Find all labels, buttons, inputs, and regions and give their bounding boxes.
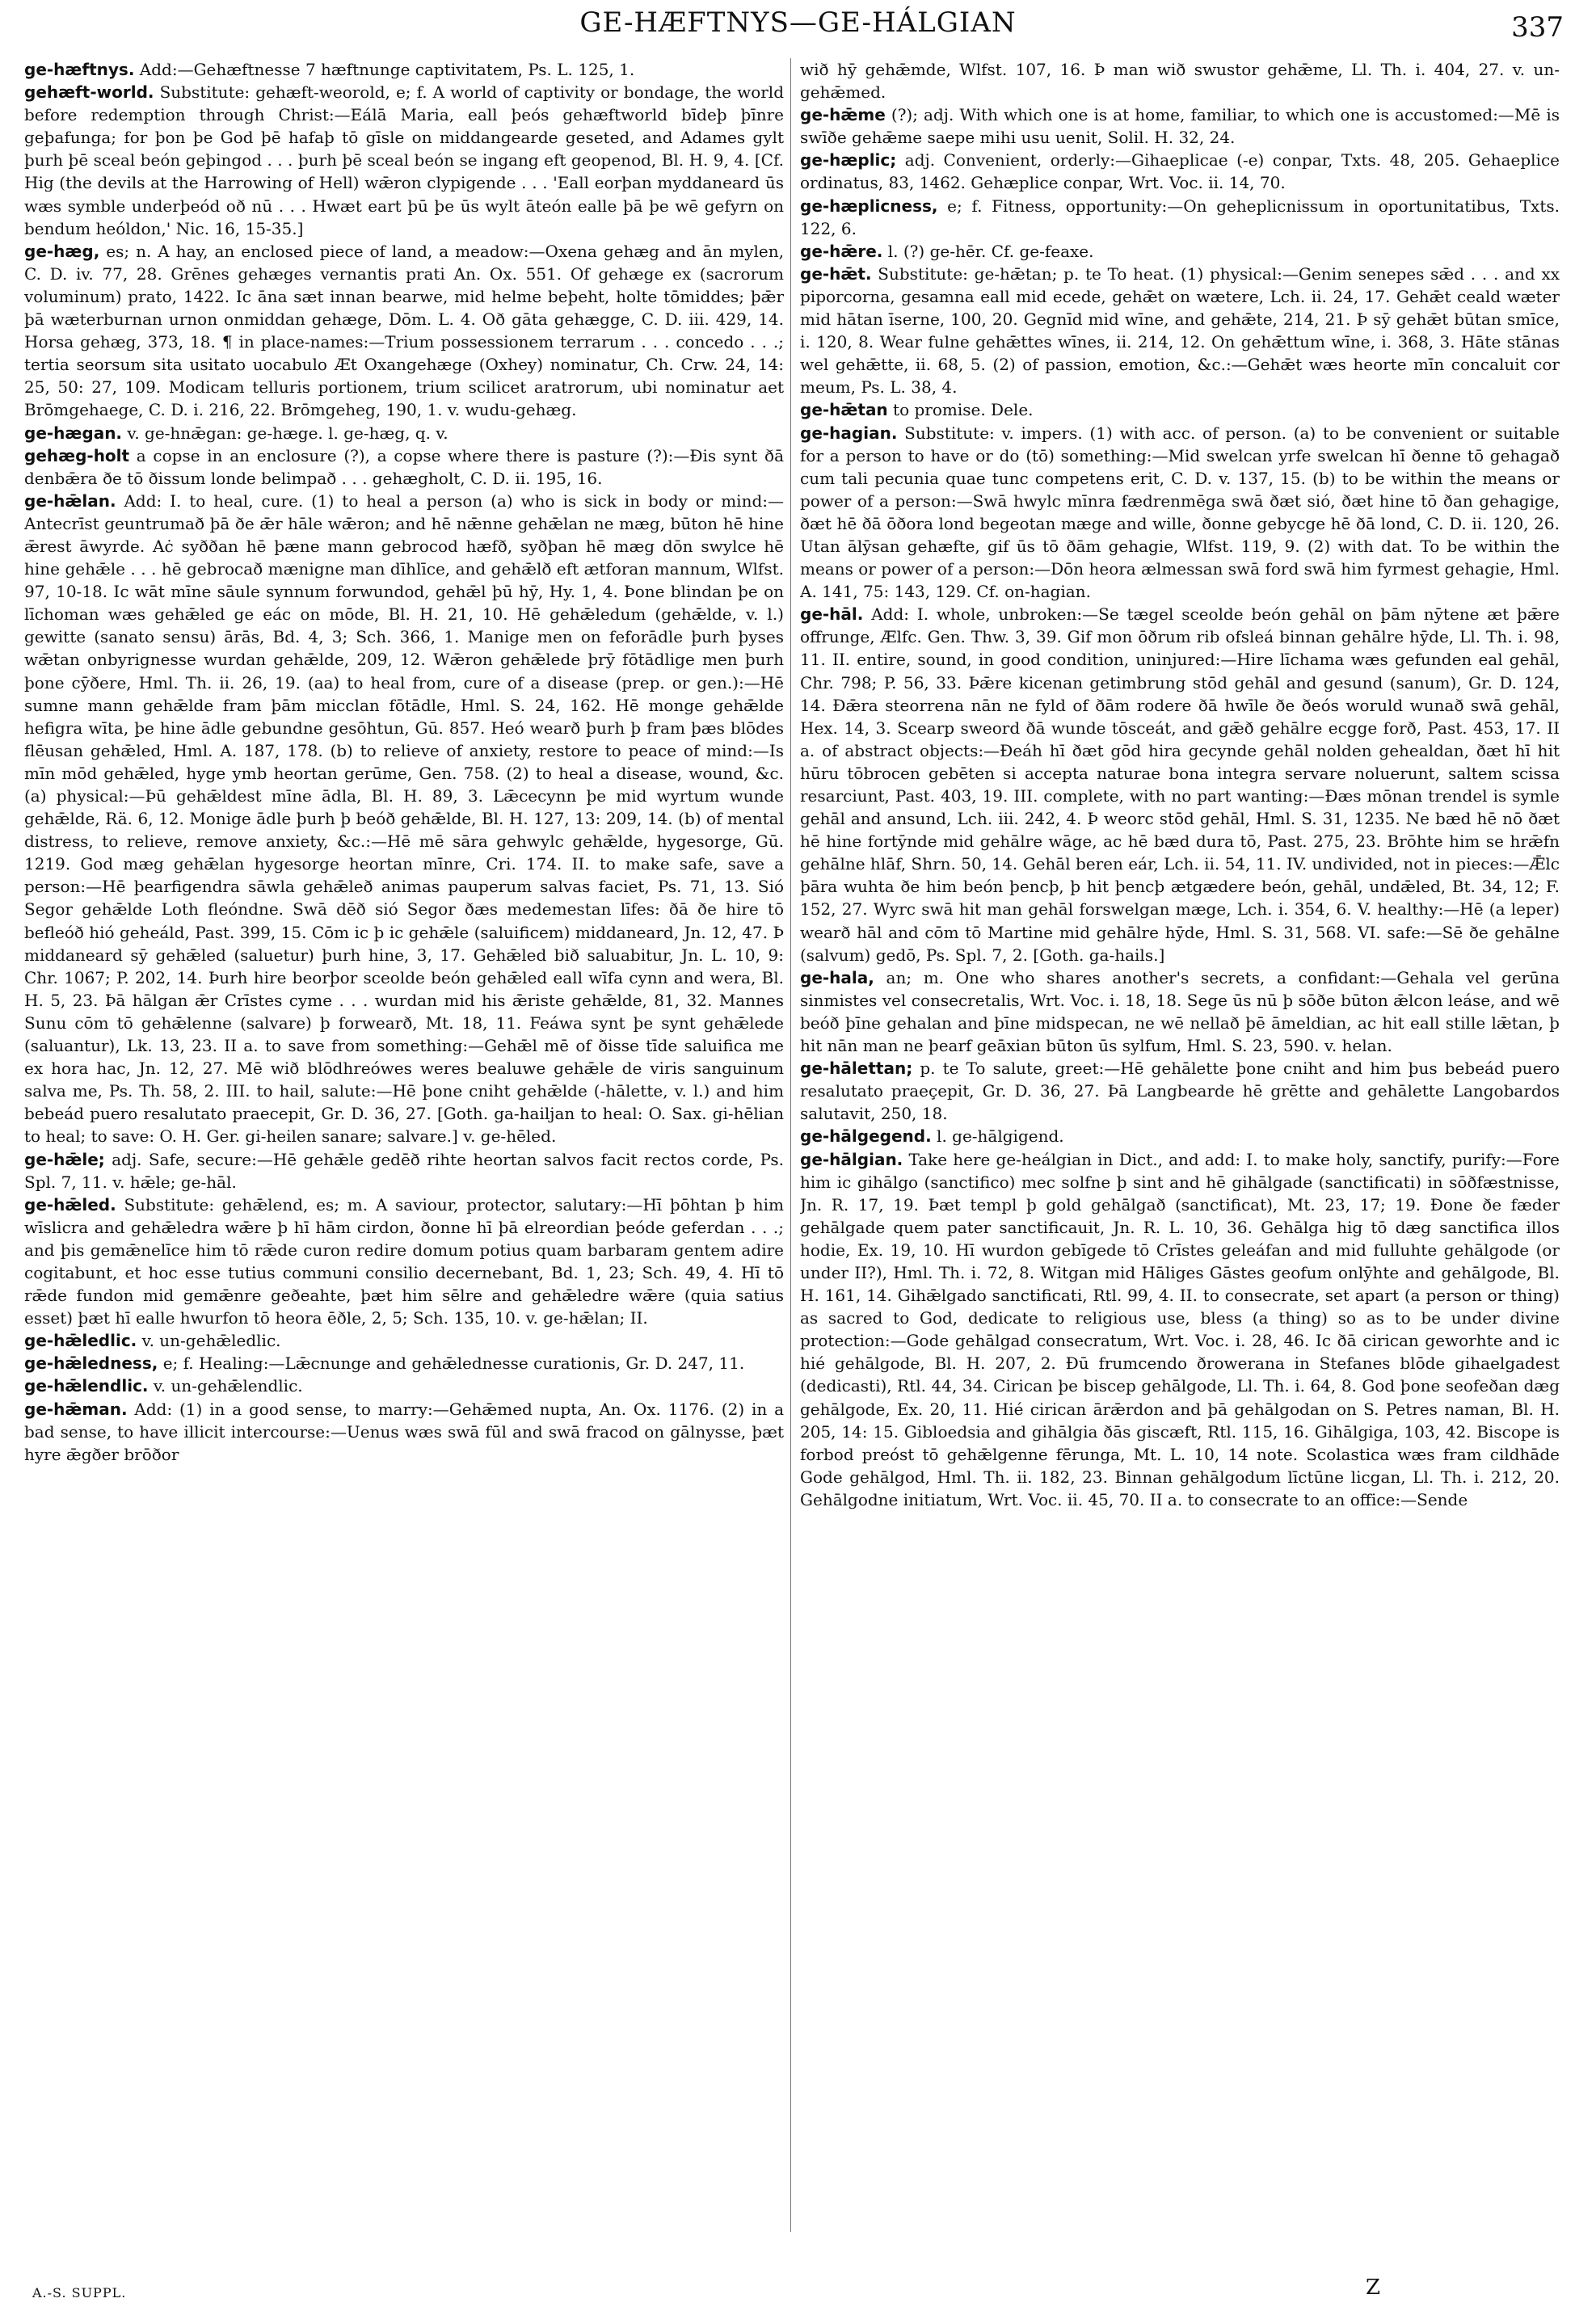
headword: ge-hǣled. xyxy=(24,1194,116,1214)
left-column xyxy=(24,58,784,2256)
headword: ge-hæg, xyxy=(24,241,100,261)
headword: ge-hǣme xyxy=(800,105,886,125)
headword: ge-hālgian. xyxy=(800,1149,903,1169)
dictionary-entry xyxy=(800,422,1560,604)
running-title: GE-HÆFTNYS—GE-HÁLGIAN xyxy=(579,6,1017,39)
headword: ge-hægan. xyxy=(24,423,123,443)
headword: ge-hālettan; xyxy=(800,1059,913,1079)
entry-definition: an; m. One who shares another's secrets, a confidant:—Gehala vel gerūna sinmistes vel consecretalis, Wrt. Voc. i. 18, 18. Sege ūs nū þ sōðe būton ǣlcon leáse, and wē beóð þīne gehalan and þīne midspecan, ne wē nellað þē āmeldian, ac hit eall stille lǣtan, þ hit nān man ne þearf geāxian būton ūs sylfum, Hml. S. 23, 590. v. helan. xyxy=(800,967,1560,1056)
dictionary-entry xyxy=(24,1193,784,1330)
dictionary-entry xyxy=(800,398,1560,421)
entry-definition: Substitute: gehæft-weorold, e; f. A world of captivity or bondage, the world before redemption through Christ:—Eálā Maria, eall þeós gehæftworld bīdeþ þīnre geþafunga; for þon þe God þē hafaþ tō gīsle on middangearde geseted, and Adames gylt þurh þē sceal beón geþingod . . . þurh þē sceal beón se ingang eft geopenod, Bl. H. 9, 4. [Cf. Hig (the devils at the Harrowing of Hell) wǣron clypigende . . . 'Eall eorþan myddaneard ūs wæs symble underþeód oð nū . . . Hwæt eart þū þe ūs wylt āteón ealle þā þe wē gefyrn on bendum heóldon,' Nic. 16, 15-35.] xyxy=(24,82,784,238)
dictionary-entry xyxy=(800,103,1560,149)
entry-definition: Add: (1) in a good sense, to marry:—Gehǣmed nupta, An. Ox. 1176. (2) in a bad sense, to have illicit intercourse:—Uenus wæs swā fūl and swā fracod on gālnysse, þæt hyre ǣgðer brōðor xyxy=(24,1399,784,1464)
headword: ge-hǣlan. xyxy=(24,490,116,511)
dictionary-entry xyxy=(800,1057,1560,1125)
entry-definition: e; f. Healing:—Lǣcnunge and gehǣlednesse curationis, Gr. D. 247, 11. xyxy=(162,1353,745,1374)
headword: ge-hǣledlic. xyxy=(24,1331,137,1351)
dictionary-entry xyxy=(800,240,1560,263)
dictionary-entry xyxy=(800,263,1560,399)
entry-definition: adj. Convenient, orderly:—Gihaeplicae (-e) conpar, Txts. 48, 205. Gehaeplice ordinatus, 83, 1462. Gehæplice conpar, Wrt. Voc. ii. 14, 70. xyxy=(800,150,1560,193)
entry-definition: v. ge-hnǣgan: ge-hæge. l. ge-hæg, q. v. xyxy=(127,423,448,443)
headword: ge-hæplic; xyxy=(800,150,897,170)
entry-definition: Substitute: gehǣlend, es; m. A saviour, protector, salutary:—Hī þōhtan þ him wīslicra and gehǣledra wǣre þ hī hām cirdon, ðonne hī þā elreordian þeóde geferdan . . .; and þis gemǣnelīce him tō rǣde curon redire domum potius quam barbaram gentem adire cogitabunt, et hoc esse tutius communi consilio decernebant, Bd. 1, 23; Sch. 49, 4. Hī tō rǣde fundon mid gemǣnre geðeahte, þæt him sēlre and gehǣledre wǣre (quia satius esset) þæt hī ealle hwurfon tō heora ēðle, 2, 5; Sch. 135, 10. v. ge-hǣlan; II. xyxy=(24,1194,784,1328)
entry-definition: a copse in an enclosure (?), a copse where there is pasture (?):—Ðis synt ðā denbǣra ðe tō ðissum londe belimpað . . . gehægholt, C. D. ii. 195, 16. xyxy=(24,445,784,488)
headword: ge-hæftnys. xyxy=(24,60,135,79)
entry-definition: p. te To salute, greet:—Hē gehālette þone cniht and him þus bebeád puero resalutato praeçepit, Gr. D. 36, 27. Þā Langbearde hē grētte and gehālette Langobardos salutavit, 250, 18. xyxy=(800,1059,1560,1124)
headword: ge-hǣtan xyxy=(800,400,888,420)
dictionary-entry xyxy=(24,1352,784,1374)
headword: ge-hǣt. xyxy=(800,263,872,284)
entry-definition: es; n. A hay, an enclosed piece of land, a meadow:—Oxena gehæg and ān mylen, C. D. iv. 77, 28. Grēnes gehæges vernantis prati An. Ox. 551. Of gehæge ex (sacrorum voluminum) prato, 1422. Ic āna sæt innan bearwe, mid helme beþeht, holte tōmiddes; þǣr þā wæterburnan urnon onmiddan gehæge, Dōm. L. 4. Oð gāta gehægge, C. D. iii. 429, 14. Horsa gehæg, 373, 18. ¶ in place-names:—Trium possessionem terrarum . . . concedo . . .; tertia seorsum sita usitato uocabulo Æt Oxangehæge (Oxhey) nominatur, Ch. Crw. 24, 14: 25, 50: 27, 109. Modicam telluris portionem, trium scilicet aratrorum, ubi nominatur aet Brōmgehaege, C. D. i. 216, 22. Brōmgeheg, 190, 1. v. wudu-gehæg. xyxy=(24,241,784,420)
dictionary-entry xyxy=(800,603,1560,966)
dictionary-entry xyxy=(24,240,784,422)
dictionary-entry xyxy=(24,81,784,240)
entry-definition: v. un-gehǣledlic. xyxy=(141,1331,281,1351)
gathering-mark: Z xyxy=(1366,2275,1381,2300)
headword: ge-hǣlendlic. xyxy=(24,1376,149,1396)
dictionary-entry xyxy=(24,1374,784,1397)
dictionary-entry xyxy=(24,1329,784,1352)
headword: ge-hālgegend. xyxy=(800,1126,932,1147)
entry-definition: (?); adj. With which one is at home, familiar, to which one is accustomed:—Mē is swīðe gehǣme saepe mihi usu uenit, Solil. H. 32, 24. xyxy=(800,105,1560,148)
dictionary-entry xyxy=(800,58,1560,103)
headword: gehæft-world. xyxy=(24,82,154,103)
entry-definition: Add: I. to heal, cure. (1) to heal a person (a) who is sick in body or mind:—Antecrīst geuntrumað þā ðe ǣr hāle wǣron; and hē nǣnne gehǣlan ne mæg, būton hē hine ǣrest āwyrde. Aċ syððan hē þæne mann gebrocod hæfð, syðþan hē mæg dōn swylce hē hine gehǣle . . . hē gebrocað mænigne man dīhlīce, and gehǣlð eft ætforan mannum, Wlfst. 97, 10-18. Ic wāt mīne sāule synnum forwundod, gehǣl þū hȳ, Hy. 1, 4. Þone blindan þe on līchoman wæs gehǣled ge eác on mōde, Bl. H. 21, 10. Hē gehǣledum (gehǣlde, v. l.) gewitte (sanato sensu) ārās, Bd. 4, 3; Sch. 366, 1. Manige men on feforādle þurh þyses wǣtan onbyrignesse wurdan gehǣlde, 209, 12. Wǣron gehǣlede þrȳ fōtādlige men þurh þone cȳðere, Hml. Th. ii. 26, 19. (aa) to heal from, cure of a disease (prep. or gen.):—Hē sumne mann gehǣlde fram þām micclan fōtādle, Hml. S. 24, 162. Hē monge gehǣlde hefigra wīta, þe hine ādle gebundne gesōhtun, Gū. 857. Heó wearð þurh þ fram þæs blōdes flēusan gehǣled, Hml. A. 187, 178. (b) to relieve of anxiety, restore to peace of mind:—Is mīn mōd gehǣled, hyge ymb heortan gerūme, Gen. 758. (2) to heal a disease, wound, &c. (a) physical:—Þū gehǣldest mīne ādla, Bl. H. 89, 3. Lǣcecynn þe mid wyrtum wunde gehǣlde, Rä. 6, 12. Monige ādle þurh þ beóð gehǣlde, Bl. H. 127, 13: 209, 14. (b) of mental distress, to relieve, remove anxiety, &c.:—Hē mē sāra gehwylc gehǣlde, hygesorge, Gū. 1219. God mæg gehǣlan hygesorge heortan mīnre, Cri. 174. II. to make safe, save a person:—Hē þearfigendra sāwla gehǣleð animas pauperum salvas faciet, Ps. 71, 13. Sió Segor gehǣlde Loth fleóndne. Swā dēð sió Segor ðæs medemestan līfes: ðā ðe hire tō befleóð hió geheáld, Past. 399, 15. Cōm ic þ ic gehǣle (saluificem) middaneard, Jn. 12, 47. Þ middaneard sȳ gehǣled (saluetur) þurh hine, 3, 17. Gehǣled bið saluabitur, Jn. L. 10, 9: Chr. 1067; P. 202, 14. Þurh hire beorþor sceolde beón gehǣled eall wīfa cynn and wera, Bl. H. 5, 23. Þā hālgan ǣr Crīstes cyme . . . wurdan mid his ǣriste gehǣlde, 81, 32. Mannes Sunu cōm tō gehǣlenne (salvare) þ forwearð, Mt. 18, 11. Feáwa synt þe synt gehǣlede (saluantur), Lk. 13, 23. II a. to save from something:—Gehǣl mē of ðisse tīde saluifica me ex hora hac, Jn. 12, 27. Mē wið blōdhreówes weres bealuwe gehǣle de viris sanguinum salva me, Ps. Th. 58, 2. III. to hail, salute:—Hē þone cniht gehǣlde (-hālette, v. l.) and him bebeád puero resalutato praecepit, Gr. D. 36, 27. [Goth. ga-hailjan to heal: O. Sax. gi-hēlian to heal; to save: O. H. Ger. gi-heilen sanare; salvare.] v. ge-hēled. xyxy=(24,490,784,1147)
dictionary-entry xyxy=(800,149,1560,194)
entry-definition: wið hȳ gehǣmde, Wlfst. 107, 16. Þ man wið swustor gehǣme, Ll. Th. i. 404, 27. v. un-gehǣmed. xyxy=(800,60,1560,103)
entry-definition: v. un-gehǣlendlic. xyxy=(153,1376,303,1396)
entry-definition: e; f. Fitness, opportunity:—On geheplicnissum in oportunitatibus, Txts. 122, 6. xyxy=(800,196,1560,238)
headword: ge-hagian. xyxy=(800,423,898,443)
entry-definition: Substitute: ge-hǣtan; p. te To heat. (1) physical:—Genim senepes sǣd . . . and xx piporcorna, gesamna eall mid ecede, gehǣt on wætere, Lch. ii. 24, 17. Gehǣt ceald wæter mid hātan īserne, 100, 20. Gegnīd mid wīne, and gehǣte, 214, 21. Þ sȳ gehǣt būtan smīce, i. 120, 8. Wear fulne gehǣttes wīnes, ii. 214, 12. On gehǣttum wīne, i. 368, 3. Hāte stānas wel gehǣtte, ii. 68, 5. (2) of passion, emotion, &c.:—Gehǣt wæs heorte mīn concaluit cor meum, Ps. L. 38, 4. xyxy=(800,263,1560,398)
entry-definition: Add: I. whole, unbroken:—Se tægel sceolde beón gehāl on þām nȳtene æt þǣre offrunge, Ælfc. Gen. Thw. 3, 39. Gif mon ōðrum rib ofsleá binnan gehālre hȳde, Ll. Th. i. 98, 11. II. entire, sound, in good condition, uninjured:—Hire līchama wæs gefunden eal gehāl, Chr. 798; P. 56, 33. Þǣre kicenan getimbrung stōd gehāl and gesund (sanum), Gr. D. 124, 14. Ðǣra steorrena nān ne fyld of ðām rodere ðā hwīle ðe ðeós woruld wunað swā gehāl, Hex. 14, 3. Scearp sweord ðā wunde tōsceát, and gǣð gehālre ecgge forð, Past. 453, 17. II a. of abstract objects:—Ðeáh hī ðæt gōd hira gecynde gehāl nolden gehealdan, ðæt hī hit hūru tōbrocen gebēten si accepta naturae bona integra servare noluerunt, saltem scissa resarciunt, Past. 403, 19. III. complete, with no part wanting:—Ðæs mōnan trendel is symle gehāl and ansund, Lch. iii. 242, 4. Þ weorc stōd gehāl, Hml. S. 31, 1235. Ne bæd hē nō ðæt hē hine fortȳnde mid gehālre wāge, ac hē bæd dura tō, Past. 275, 23. Brōhte him se hrǣfn gehālne hlāf, Shrn. 50, 14. Gehāl beren eár, Lch. ii. 54, 11. IV. undivided, not in pieces:—Ǣlc þāra wuhta ðe him beón þencþ, þ hit þencþ ætgædere beón, gehāl, undǣled, Bt. 34, 12; F. 152, 27. Wyrc swā hit man gehāl forswelgan mæge, Lch. i. 354, 6. V. healthy:—Hē (a leper) wearð hāl and cōm tō Martine mid gehālre hȳde, Hml. S. 31, 568. VI. safe:—Sē ðe gehālne (salvum) gedō, Ps. Spl. 7, 2. [Goth. ga-hails.] xyxy=(800,604,1560,965)
entry-definition: l. ge-hālgigend. xyxy=(937,1126,1064,1147)
page-header xyxy=(0,6,1596,47)
headword: gehæg-holt xyxy=(24,445,130,465)
headword: ge-hæplicness, xyxy=(800,196,938,216)
entry-definition: Substitute: v. impers. (1) with acc. of person. (a) to be convenient or suitable for a person to have or do (tō) something:—Mid swelcan yrfe swelcan hī ðenne tō gehagað cum tali pecunia quae tunc competens erit, C. D. v. 137, 15. (b) to be within the means or power of a person:—Swā hwylc mīnra fædrenmēga swā ðæt sió, ðæt hine tō ðan gehagige, ðæt hē ðā ōðora lond begeotan mæge and wille, ðonne gebycge hē ðā lond, C. D. ii. 120, 26. Utan ālȳsan gehæfte, gif ūs tō ðām gehagie, Wlfst. 119, 9. (2) with dat. To be within the means or power of a person:—Dōn heora ælmessan swā ford swā him fyrmest gehagie, Hml. A. 141, 75: 143, 129. Cf. on-hagian. xyxy=(800,423,1560,602)
dictionary-entry xyxy=(800,1148,1560,1512)
dictionary-entry xyxy=(800,966,1560,1057)
headword: ge-hǣre. xyxy=(800,241,883,261)
headword: ge-hǣle; xyxy=(24,1149,105,1169)
headword: ge-hāl. xyxy=(800,604,864,625)
entry-definition: adj. Safe, secure:—Hē gehǣle gedēð rihte heortan salvos facit rectos corde, Ps. Spl. 7, 11. v. hǣle; ge-hāl. xyxy=(24,1149,784,1192)
headword: ge-hǣman. xyxy=(24,1399,128,1419)
dictionary-entry xyxy=(24,490,784,1148)
dictionary-entry xyxy=(24,1148,784,1193)
entry-definition: Take here ge-heálgian in Dict., and add: I. to make holy, sanctify, purify:—Fore him ic gihālgo (sanctifico) mec solfne þ sint and hē gihālgade (sanctificati) in sōðfæstnisse, Jn. R. 17, 19. Þæt templ þ gold gehālgað (sanctificat), Mt. 23, 17; 19. Ðone ðe fæder gehālgade quem pater sanctificauit, Jn. R. L. 10, 36. Gehālga hig tō dæg sanctifica illos hodie, Ex. 19, 10. Hī wurdon gebīgede tō Crīstes geleáfan and mid fulluhte gehālgode (or under II?), Hml. Th. i. 72, 8. Witgan mid Hāliges Gāstes geofum onlȳhte and gehālgode, Bl. H. 161, 14. Gihǣlgado sanctificati, Rtl. 99, 4. II. to consecrate, set apart (a person or thing) as sacred to God, dedicate to religious use, bless (a thing) so as to be under divine protection:—Gode gehālgad consecratum, Wrt. Voc. i. 28, 46. Ic ðā cirican geworhte and ic hié gehālgode, Bl. H. 207, 2. Ðū frumcendo ðrowerana in Stefanes blōde gihaelgadest (dedicasti), Rtl. 44, 34. Cirican þe biscep gehālgode, Ll. Th. i. 64, 8. God þone seofeðan dæg gehālgode, Ex. 20, 11. Hié cirican ārǣrdon and þā gehālgodan on S. Petres naman, Bl. H. 205, 14: 15. Gibloedsia and gihālgia ðās giscæft, Rtl. 115, 16. Gihālgiga, 103, 42. Biscope is forbod preóst tō gehǣlgenne fērunga, Mt. L. 10, 14 note. Scolastica wæs fram cildhāde Gode gehālgod, Hml. Th. ii. 182, 23. Binnan gehālgodum līctūne licgan, Ll. Th. i. 212, 20. Gehālgodne initiatum, Wrt. Voc. ii. 45, 70. II a. to consecrate to an office:—Sende xyxy=(800,1149,1560,1509)
entry-definition: Add:—Gehæftnesse 7 hæftnunge captivitatem, Ps. L. 125, 1. xyxy=(139,60,635,79)
entry-definition: l. (?) ge-hēr. Cf. ge-feaxe. xyxy=(887,241,1094,261)
dictionary-entry xyxy=(24,444,784,490)
headword: ge-hala, xyxy=(800,967,874,987)
dictionary-entry xyxy=(24,1398,784,1466)
dictionary-entry xyxy=(800,1125,1560,1147)
headword: ge-hǣledness, xyxy=(24,1353,158,1374)
signature-mark: A.-S. SUPPL. xyxy=(32,2285,127,2300)
column-divider xyxy=(790,58,791,2232)
right-column xyxy=(800,58,1560,2256)
dictionary-entry xyxy=(24,422,784,444)
page-number: 337 xyxy=(1511,11,1564,44)
entry-definition: to promise. Dele. xyxy=(893,400,1034,420)
dictionary-entry xyxy=(800,195,1560,240)
dictionary-entry xyxy=(24,58,784,81)
